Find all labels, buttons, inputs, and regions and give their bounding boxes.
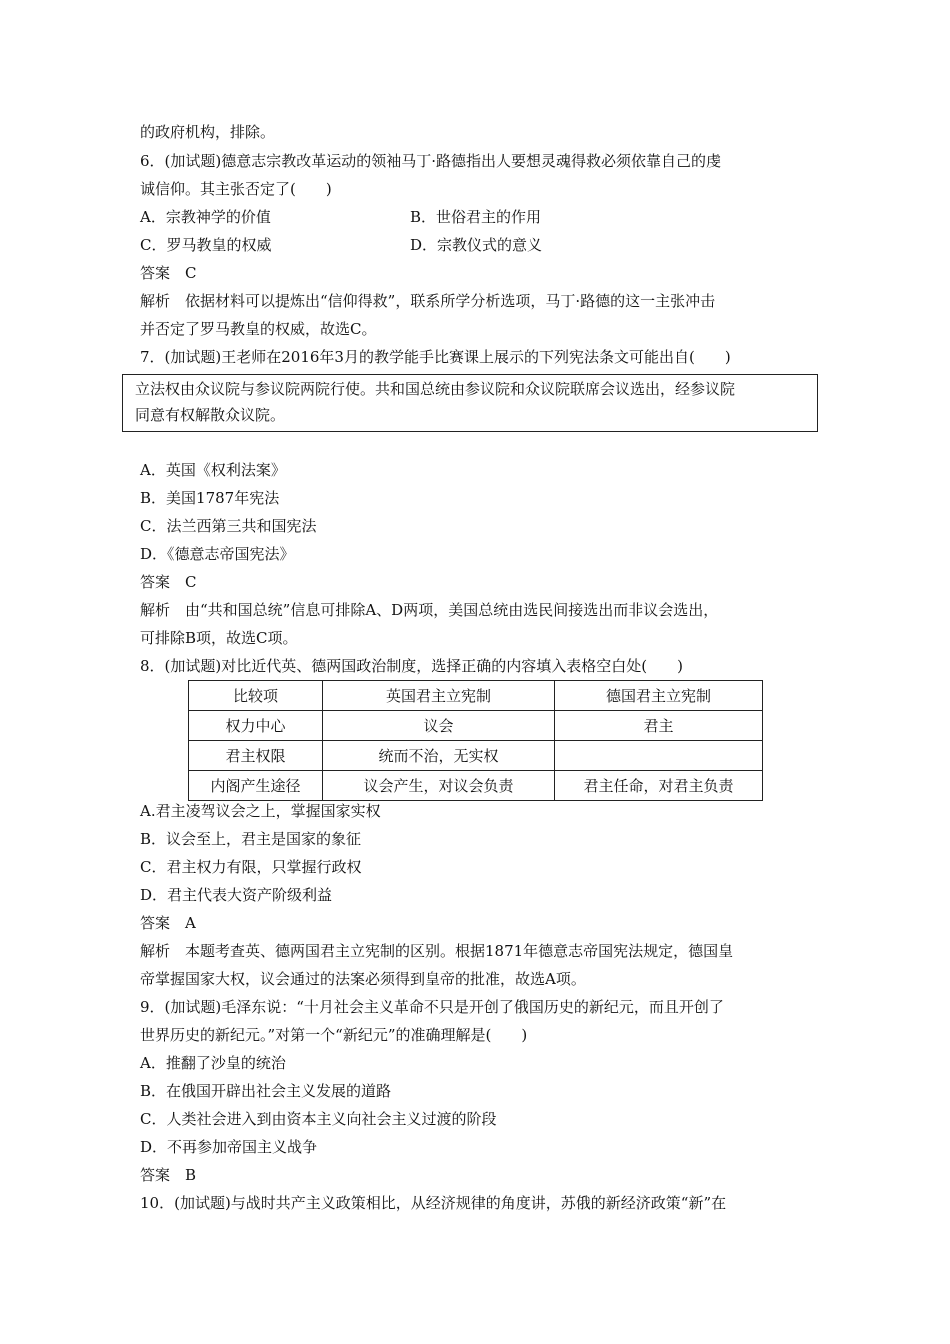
table-cell: 权力中心: [189, 711, 323, 741]
question-9-option-a: A．推翻了沙皇的统治: [140, 1054, 286, 1072]
question-7-explanation: 解析 由“共和国总统”信息可排除A、D两项，美国总统由选民间接选出而非议会选出，: [140, 601, 719, 619]
question-6-option-b: B．世俗君主的作用: [410, 208, 542, 226]
table-cell: 君主权限: [189, 741, 323, 771]
question-9-option-b: B．在俄国开辟出社会主义发展的道路: [140, 1082, 392, 1100]
question-9-option-c: C．人类社会进入到由资本主义向社会主义过渡的阶段: [140, 1110, 497, 1128]
question-7-explanation: 可排除B项，故选C项。: [140, 629, 298, 647]
question-6-option-d: D．宗教仪式的意义: [410, 236, 543, 254]
question-6-explanation: 并否定了罗马教皇的权威，故选C。: [140, 320, 377, 338]
comparison-table: [188, 680, 763, 801]
question-8-explanation: 帝掌握国家大权，议会通过的法案必须得到皇帝的批准，故选A项。: [140, 970, 586, 988]
table-cell: 议会产生，对议会负责: [323, 771, 555, 801]
table-row: [189, 711, 763, 741]
question-7-option-b: B．美国1787年宪法: [140, 489, 280, 507]
material-text: 立法权由众议院与参议院两院行使。共和国总统由参议院和众议院联席会议选出，经参议院: [135, 380, 736, 398]
table-row: [189, 771, 763, 801]
question-9-stem: 9．(加试题)毛泽东说：“十月社会主义革命不只是开创了俄国历史的新纪元，而且开创了: [140, 998, 724, 1016]
question-6-stem: 6．(加试题)德意志宗教改革运动的领袖马丁·路德指出人要想灵魂得救必须依靠自己的虔: [140, 152, 722, 170]
question-6-option-c: C．罗马教皇的权威: [140, 236, 272, 254]
question-7-stem: 7．(加试题)王老师在2016年3月的教学能手比赛课上展示的下列宪法条文可能出自( ): [140, 348, 731, 366]
table-blank-cell: [555, 741, 763, 771]
question-8-explanation: 解析 本题考查英、德两国君主立宪制的区别。根据1871年德意志帝国宪法规定，德国皇: [140, 942, 734, 960]
question-8-option-b: B．议会至上，君主是国家的象征: [140, 830, 362, 848]
question-6-answer: 答案 C: [140, 264, 197, 282]
question-6-stem: 诚信仰。其主张否定了( ): [140, 180, 332, 198]
table-cell: 内阁产生途径: [189, 771, 323, 801]
table-cell: 统而不治，无实权: [323, 741, 555, 771]
question-9-answer: 答案 B: [140, 1166, 197, 1184]
question-8-option-a: A.君主凌驾议会之上，掌握国家实权: [140, 802, 381, 820]
table-header-cell: 比较项: [189, 681, 323, 711]
question-8-option-c: C．君主权力有限，只掌握行政权: [140, 858, 362, 876]
question-7-answer: 答案 C: [140, 573, 197, 591]
question-8-stem: 8．(加试题)对比近代英、德两国政治制度，选择正确的内容填入表格空白处( ): [140, 657, 683, 675]
question-8-answer: 答案 A: [140, 914, 196, 932]
material-box: [122, 374, 818, 432]
question-6-option-a: A．宗教神学的价值: [140, 208, 271, 226]
table-cell: 君主任命，对君主负责: [555, 771, 763, 801]
question-10-stem: 10．(加试题)与战时共产主义政策相比，从经济规律的角度讲，苏俄的新经济政策“新”在: [140, 1194, 727, 1212]
table-cell: 君主: [555, 711, 763, 741]
table-header-cell: 德国君主立宪制: [555, 681, 763, 711]
table-header-cell: 英国君主立宪制: [323, 681, 555, 711]
question-7-option-d: D．《德意志帝国宪法》: [140, 545, 295, 563]
material-text: 同意有权解散众议院。: [135, 406, 286, 424]
question-7-option-c: C．法兰西第三共和国宪法: [140, 517, 317, 535]
question-6-explanation: 解析 依据材料可以提炼出“信仰得救”，联系所学分析选项，马丁·路德的这一主张冲击: [140, 292, 716, 310]
table-header-row: [189, 681, 763, 711]
text-line: 的政府机构，排除。: [140, 123, 276, 141]
question-7-option-a: A．英国《权利法案》: [140, 461, 286, 479]
question-9-stem: 世界历史的新纪元。”对第一个“新纪元”的准确理解是( ): [140, 1026, 528, 1044]
table-cell: 议会: [323, 711, 555, 741]
question-9-option-d: D．不再参加帝国主义战争: [140, 1138, 318, 1156]
table-row: [189, 741, 763, 771]
question-8-option-d: D．君主代表大资产阶级利益: [140, 886, 333, 904]
